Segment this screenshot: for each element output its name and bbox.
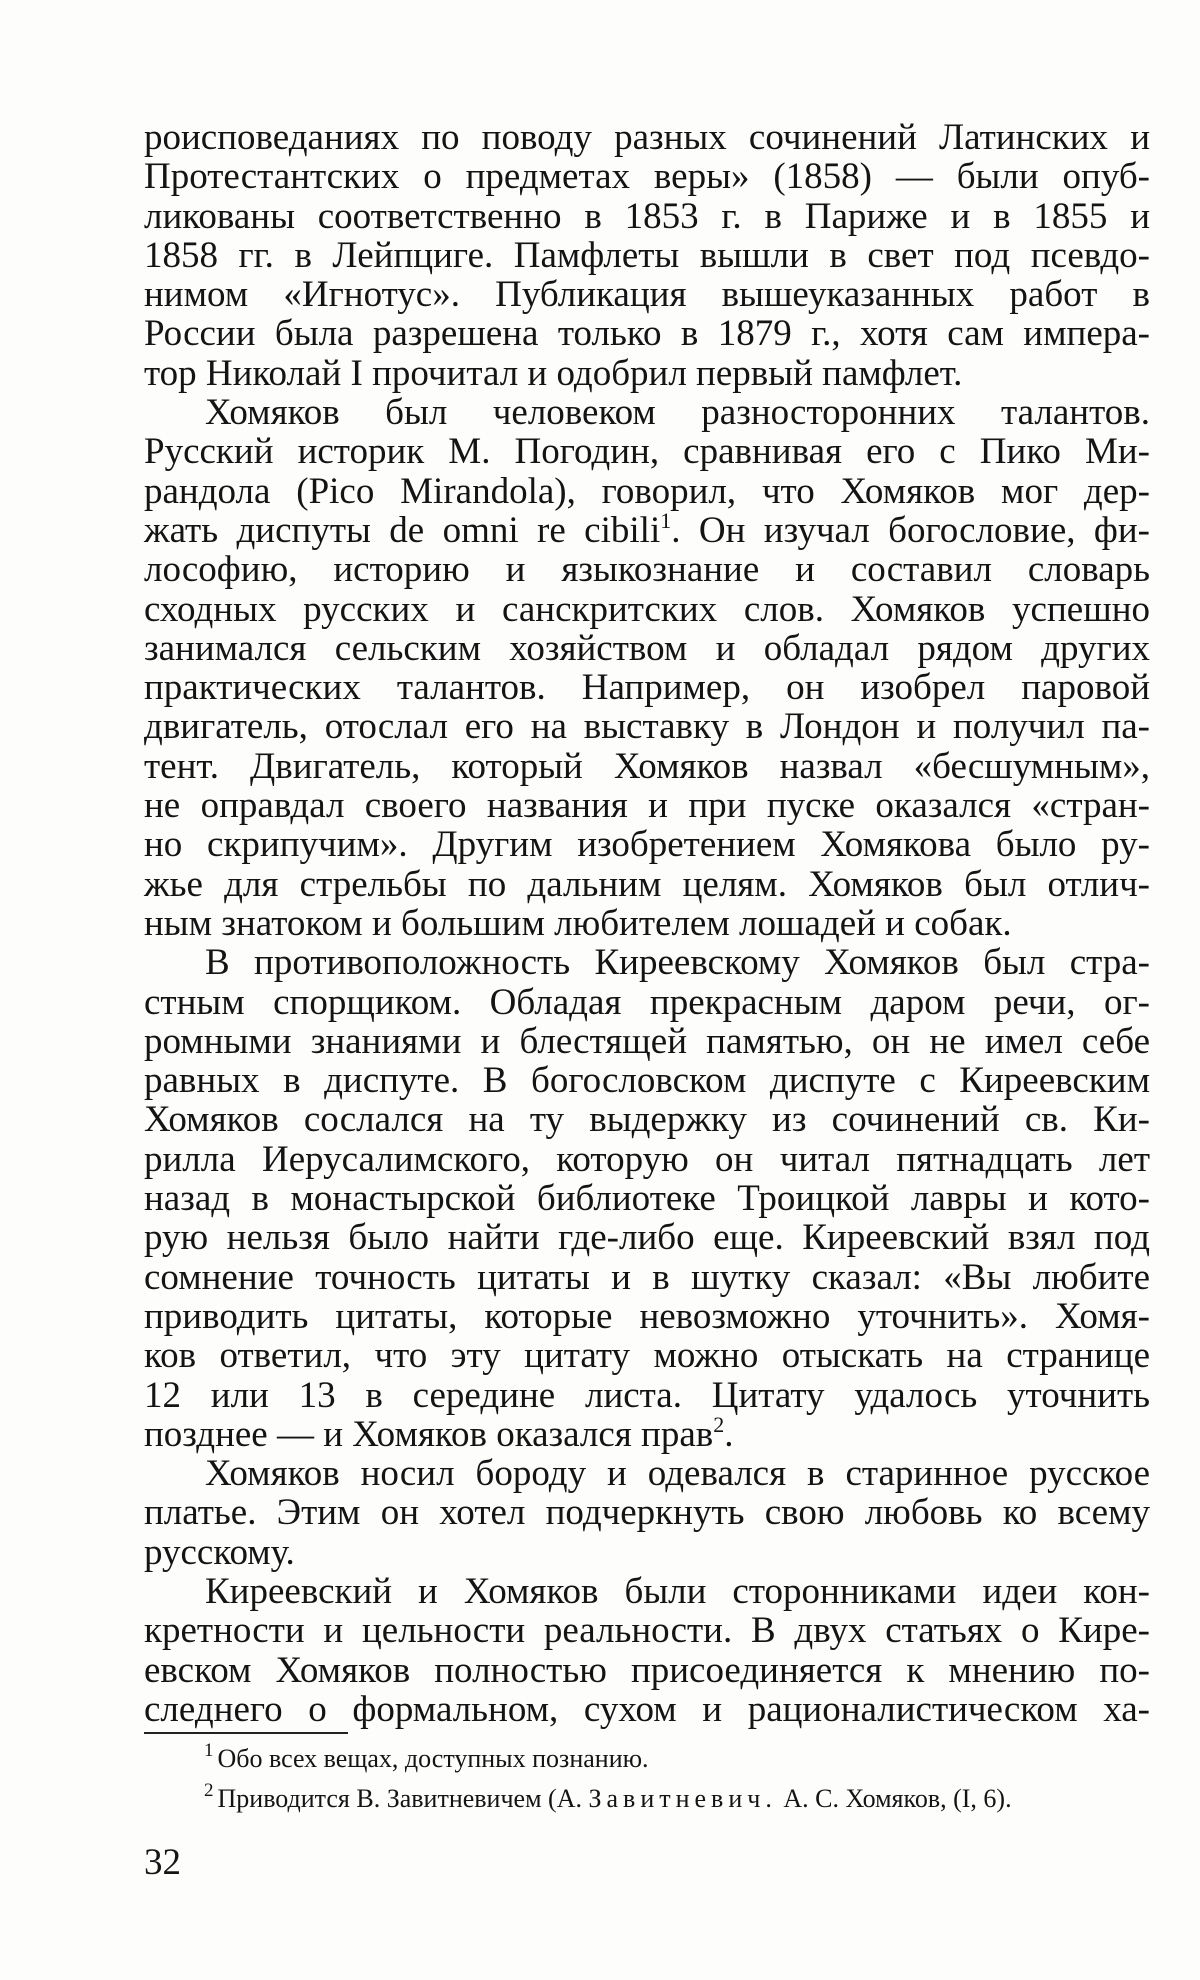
paragraph-1 (144, 118, 1150, 393)
text-line: но скрипучим». Другим изобретением Хомякова было ру- (144, 824, 1150, 866)
text-line: сомнение точность цитаты и в шутку сказал: «Вы любите (144, 1256, 1150, 1298)
text-line: приводить цитаты, которые невозможно уточнить». Хомя- (144, 1295, 1150, 1337)
text-fragment: . Он изучал богословие, фи- (671, 509, 1150, 551)
paragraph-3 (144, 943, 1150, 1454)
text-line: русскому. (144, 1531, 295, 1573)
footnote-text: Обо всех вещах, доступных познанию. (217, 1744, 649, 1773)
footnote-text: Приводится В. Завитневичем (А. (217, 1784, 589, 1813)
text-line: Хомяков сослался на ту выдержку из сочинений св. Ки- (144, 1099, 1150, 1141)
footnote-ref-2: 2 (713, 1411, 725, 1437)
text-fragment: жать диспуты de omni re cibili (144, 509, 661, 551)
page-number: 32 (144, 1842, 181, 1883)
text-line: В противоположность Киреевскому Хомяков был стра- (205, 942, 1150, 984)
text-line: Киреевский и Хомяков были сторонниками идеи кон- (205, 1570, 1150, 1612)
text-line: равных в диспуте. В богословском диспуте с Киреевским (144, 1060, 1150, 1102)
text-line: платье. Этим он хотел подчеркнуть свою любовь ко всему (144, 1492, 1150, 1534)
text-line: двигатель, отослал его на выставку в Лондон и получил па- (144, 706, 1150, 748)
text-line: рую нельзя было найти где-либо еще. Киреевский взял под (144, 1217, 1150, 1259)
footnotes (204, 1739, 1154, 1819)
paragraph-4 (144, 1454, 1150, 1572)
text-line: рандола (Pico Mirandola), говорил, что Хомяков мог дер- (144, 470, 1150, 512)
text-line: стным спорщиком. Обладая прекрасным даром речи, ог- (144, 981, 1150, 1023)
footnote-text: А. С. Хомяков, (I, 6). (776, 1784, 1012, 1813)
text-line: ромными знаниями и блестящей памятью, он не имел себе (144, 1020, 1150, 1062)
text-line: Хомяков был человеком разносторонних талантов. (205, 392, 1150, 434)
text-line: тент. Двигатель, который Хомяков назвал «бесшумным», (144, 745, 1150, 787)
footnote-number: 1 (204, 1740, 214, 1761)
footnote-2 (204, 1779, 1154, 1819)
text-line: ликованы соответственно в 1853 г. в Париже и в 1855 и (144, 195, 1150, 237)
footnote-number: 2 (204, 1780, 214, 1801)
text-line: ков ответил, что эту цитату можно отыскать на странице (144, 1335, 1150, 1377)
text-line: не оправдал своего названия и при пуске оказался «стран- (144, 785, 1150, 827)
text-line: лософию, историю и языкознание и составил словарь (144, 549, 1150, 591)
footnote-ref-1: 1 (660, 507, 672, 533)
text-line: евском Хомяков полностью присоединяется к мнению по- (144, 1649, 1150, 1691)
text-line: тор Николай I прочитал и одобрил первый памфлет. (144, 352, 963, 394)
main-text (144, 118, 1150, 1729)
text-line: России была разрешена только в 1879 г., хотя сам импера- (144, 313, 1150, 355)
text-line: Русский историк М. Погодин, сравнивая его с Пико Ми- (144, 431, 1150, 473)
text-line: сходных русских и санскритских слов. Хомяков успешно (144, 588, 1150, 630)
text-line: Протестантских о предметах веры» (1858) — были опуб- (144, 156, 1150, 198)
text-line: назад в монастырской библиотеке Троицкой лавры и кото- (144, 1178, 1150, 1220)
footnote-1 (204, 1739, 1154, 1779)
text-line: 1858 гг. в Лейпциге. Памфлеты вышли в свет под псевдо- (144, 234, 1150, 276)
text-line: рилла Иерусалимского, которую он читал пятнадцать лет (144, 1138, 1150, 1180)
text-line: Хомяков носил бороду и одевался в старинное русское (205, 1453, 1150, 1495)
text-fragment: . (724, 1413, 734, 1455)
text-line: кретности и цельности реальности. В двух статьях о Кире- (144, 1610, 1150, 1652)
text-line: нимом «Игнотус». Публикация вышеуказанных работ в (144, 274, 1150, 316)
paragraph-2 (144, 393, 1150, 943)
footnote-author-spaced: Завитневич. (588, 1784, 777, 1813)
text-fragment: позднее — и Хомяков оказался прав (144, 1413, 714, 1455)
text-line: следнего о формальном, сухом и рационалистическом ха- (144, 1688, 1150, 1730)
text-line: роисповеданиях по поводу разных сочинений Латинских и (144, 117, 1150, 158)
paragraph-5 (144, 1572, 1150, 1729)
text-line: 12 или 13 в середине листа. Цитату удалось уточнить (144, 1374, 1150, 1416)
text-line: занимался сельским хозяйством и обладал рядом других (144, 627, 1150, 669)
text-line: ным знатоком и большим любителем лошадей и собак. (144, 902, 1012, 944)
text-line: жье для стрельбы по дальним целям. Хомяков был отлич- (144, 863, 1150, 905)
footnote-divider (144, 1732, 348, 1734)
text-line (144, 1411, 1150, 1455)
text-line: практических талантов. Например, он изобрел паровой (144, 667, 1150, 709)
text-line (144, 507, 1150, 551)
